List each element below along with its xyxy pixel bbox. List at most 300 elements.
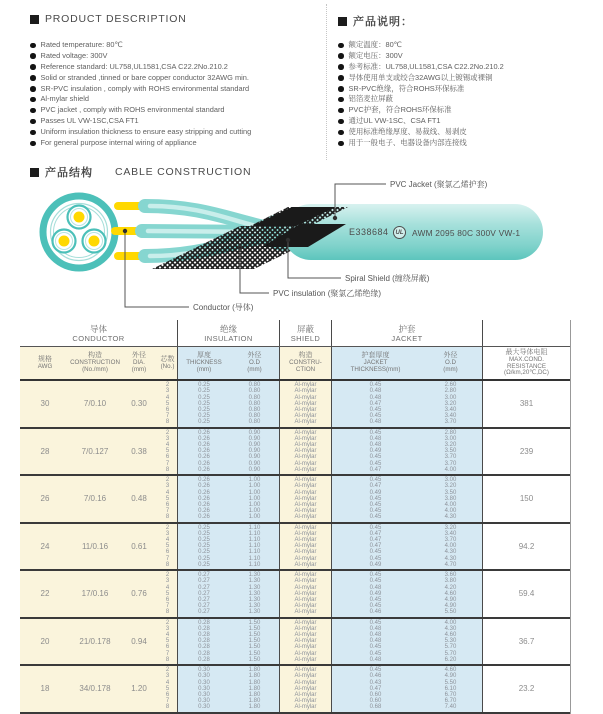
cores-cell-value: 5: [165, 590, 170, 597]
shield-construction-cell-value: Al-mylar: [294, 698, 317, 705]
bullet-text: Solid or stranded ,tinned or bare copper conductor 32AWG min.: [40, 72, 249, 82]
insulation-od-cell-value: 0.80: [248, 400, 261, 407]
shield-construction-cell-value: Al-mylar: [294, 419, 317, 426]
insulation-od-cell-value: 1.10: [248, 561, 261, 568]
insulation-thickness-cell-value: 0.28: [198, 625, 210, 632]
jacket-od-cell: [419, 666, 483, 712]
jacket-od-cell-value: 4.30: [444, 549, 457, 556]
cores-cell-value: 3: [165, 435, 170, 442]
diameter-cell-value: 0.30: [131, 399, 147, 409]
jacket-thickness-cell-value: 0.48: [369, 632, 382, 639]
cores-cell: [158, 571, 178, 617]
insulation-thickness-cell-value: 0.25: [198, 394, 210, 401]
bullet-icon: [338, 64, 344, 70]
ul-logo-icon: UL: [393, 226, 406, 239]
cores-cell-value: 2: [165, 524, 170, 531]
product-notes-list: [338, 41, 603, 150]
diameter-cell-value: 0.48: [131, 494, 147, 504]
cores-cell-value: 8: [165, 466, 170, 473]
shield-construction-cell-value: Al-mylar: [294, 656, 317, 663]
insulation-od-cell-value: 0.90: [248, 442, 261, 449]
bullet-text: 额定温度：80℃: [348, 40, 402, 49]
group-label-cn: 护套: [398, 323, 416, 334]
jacket-thickness-cell-value: 0.48: [369, 388, 382, 395]
insulation-thickness-cell-value: 0.27: [198, 596, 210, 603]
insulation-od-cell: [230, 429, 280, 475]
diameter-cell-value: 0.94: [131, 636, 147, 646]
jacket-od-cell-value: 3.50: [444, 489, 457, 496]
construction-cell-value: 7/0.10: [83, 399, 107, 409]
insulation-thickness-cell: [178, 476, 230, 522]
cores-cell-value: 4: [165, 632, 170, 639]
shield-construction-cell-value: Al-mylar: [294, 704, 317, 711]
awg-cell: [20, 381, 70, 427]
diameter-cell-value: 0.61: [131, 541, 147, 551]
jacket-thickness-cell-value: 0.49: [369, 489, 382, 496]
jacket-od-cell-value: 6.10: [444, 685, 457, 692]
jacket-thickness-cell-value: 0.45: [369, 501, 382, 508]
jacket-thickness-cell-value: 0.48: [369, 442, 382, 449]
section-marker-icon: [30, 15, 39, 24]
shield-construction-cell-value: Al-mylar: [294, 673, 317, 680]
insulation-od-cell-value: 0.90: [248, 435, 261, 442]
shield-construction-cell-value: Al-mylar: [294, 413, 317, 420]
jacket-thickness-cell-value: 0.47: [369, 543, 382, 550]
jacket-od-cell-value: 4.00: [444, 501, 457, 508]
shield-construction-cell-value: Al-mylar: [294, 603, 317, 610]
insulation-thickness-cell-value: 0.28: [198, 650, 210, 657]
cores-cell-value: 7: [165, 460, 170, 467]
insulation-od-cell-value: 1.30: [248, 572, 261, 579]
jacket-od-cell-value: 5.70: [444, 650, 457, 657]
group-header-cell: [332, 320, 483, 346]
spec-table: [20, 320, 571, 714]
insulation-thickness-cell: [178, 619, 230, 665]
jacket-od-cell-value: 6.20: [444, 656, 457, 663]
insulation-od-cell-value: 1.80: [248, 673, 261, 680]
insulation-thickness-cell-value: 0.26: [198, 508, 210, 515]
awg-cell: [20, 619, 70, 665]
jacket-od-cell-value: 6.70: [444, 698, 457, 705]
bullet-icon: [30, 97, 36, 103]
insulation-od-cell-value: 1.30: [248, 578, 261, 585]
column-header-line: 护套厚度: [361, 352, 390, 360]
insulation-od-cell-value: 1.00: [248, 508, 261, 515]
shield-construction-cell: [280, 666, 332, 712]
cores-cell-value: 8: [165, 609, 170, 616]
cores-cell-value: 7: [165, 603, 170, 610]
insulation-od-cell-value: 1.80: [248, 704, 261, 711]
jacket-thickness-cell-value: 0.49: [369, 561, 382, 568]
jacket-thickness-cell-value: 0.47: [369, 466, 382, 473]
jacket-od-cell-value: 3.80: [444, 495, 457, 502]
jacket-od-cell: [419, 429, 483, 475]
column-header-line: CTION: [295, 366, 316, 373]
section-marker-icon: [30, 168, 39, 177]
shield-construction-cell-value: Al-mylar: [294, 400, 317, 407]
cores-cell-value: 5: [165, 685, 170, 692]
column-header-cell: [230, 347, 280, 379]
jacket-thickness-cell-value: 0.49: [369, 590, 382, 597]
construction-cell: [70, 476, 120, 522]
bullet-icon: [338, 141, 344, 147]
insulation-od-cell-value: 1.80: [248, 698, 261, 705]
shield-construction-cell-value: Al-mylar: [294, 555, 317, 562]
awg-cell-value: 30: [40, 399, 50, 409]
cores-cell-value: 5: [165, 400, 170, 407]
jacket-od-cell-value: 3.20: [444, 483, 457, 490]
jacket-thickness-cell-value: 0.45: [369, 644, 382, 651]
insulation-thickness-cell-value: 0.30: [198, 704, 210, 711]
insulation-od-cell-value: 1.10: [248, 543, 261, 550]
insulation-od-cell-value: 0.80: [248, 394, 261, 401]
bullet-icon: [30, 108, 36, 114]
awg-cell-value: 18: [40, 684, 50, 694]
jacket-thickness-cell-value: 0.60: [369, 698, 382, 705]
cable-construction-title-cn: 产品结构: [45, 167, 93, 179]
column-header-line: RESISTANCE: [506, 362, 547, 370]
jacket-od-cell-value: 3.70: [444, 460, 457, 467]
shield-construction-cell: [280, 381, 332, 427]
cores-cell-value: 5: [165, 448, 170, 455]
bullet-icon: [338, 75, 344, 81]
diameter-cell-value: 0.76: [131, 589, 147, 599]
jacket-thickness-cell-value: 0.45: [369, 382, 382, 389]
cores-cell-value: 6: [165, 691, 170, 698]
cores-cell-value: 4: [165, 584, 170, 591]
bullet-text: Reference standard: UL758,UL1581,CSA C22.2No.210.2: [40, 61, 228, 71]
bullet-text: SR-PVC insulation , comply with ROHS environmental standard: [40, 83, 250, 93]
insulation-thickness-cell-value: 0.26: [198, 448, 210, 455]
jacket-od-cell-value: 3.20: [444, 442, 457, 449]
jacket-od-cell-value: 3.20: [444, 400, 457, 407]
table-row: [20, 666, 570, 714]
resistance-cell-value: 150: [519, 494, 534, 504]
bullet-text: PVC jacket , comply with ROHS environmental standard: [40, 105, 225, 115]
jacket-od-cell: [419, 476, 483, 522]
jacket-od-cell-value: 4.30: [444, 514, 457, 521]
conductor-label: Conductor (导体): [193, 303, 254, 312]
cross-section-diagram: [43, 196, 115, 268]
shield-construction-cell-value: Al-mylar: [294, 650, 317, 657]
group-header-cell: [280, 320, 332, 346]
insulation-od-cell-value: 1.50: [248, 650, 261, 657]
construction-cell: [70, 666, 120, 712]
insulation-thickness-cell-value: 0.26: [198, 460, 210, 467]
construction-cell: [70, 381, 120, 427]
shield-construction-cell: [280, 429, 332, 475]
insulation-od-cell-value: 1.50: [248, 656, 261, 663]
jacket-thickness-cell-value: 0.45: [369, 508, 382, 515]
insulation-thickness-cell-value: 0.25: [198, 555, 210, 562]
resistance-cell-value: 239: [519, 446, 534, 456]
column-header-cell: [280, 347, 332, 379]
cores-cell-value: 3: [165, 388, 170, 395]
insulation-od-cell-value: 0.90: [248, 466, 261, 473]
bullet-icon: [338, 130, 344, 136]
construction-cell-value: 11/0.16: [81, 541, 109, 551]
cores-cell-value: 8: [165, 704, 170, 711]
cores-cell-value: 2: [165, 619, 170, 626]
shield-construction-cell: [280, 619, 332, 665]
column-header-cell: [483, 347, 570, 379]
jacket-od-cell-value: 7.40: [444, 704, 457, 711]
jacket-thickness-cell-value: 0.45: [369, 413, 382, 420]
cores-cell-value: 4: [165, 679, 170, 686]
insulation-thickness-cell-value: 0.25: [198, 413, 210, 420]
shield-construction-cell-value: Al-mylar: [294, 466, 317, 473]
column-header-line: 外径: [132, 352, 146, 360]
insulation-thickness-cell: [178, 524, 230, 570]
jacket-thickness-cell-value: 0.45: [369, 549, 382, 556]
insulation-thickness-cell: [178, 429, 230, 475]
insulation-od-cell-value: 1.10: [248, 530, 261, 537]
shield-construction-cell-value: Al-mylar: [294, 524, 317, 531]
insulation-thickness-cell-value: 0.25: [198, 549, 210, 556]
jacket-thickness-cell-value: 0.45: [369, 514, 382, 521]
group-label-en: JACKET: [391, 333, 423, 343]
awg-cell: [20, 429, 70, 475]
insulation-thickness-cell-value: 0.25: [198, 388, 210, 395]
diameter-cell: [120, 381, 158, 427]
construction-cell-value: 7/0.127: [81, 446, 109, 456]
jacket-od-cell-value: 3.40: [444, 530, 457, 537]
bullet-item: [338, 139, 603, 150]
column-header-line: 外径: [247, 352, 262, 360]
cores-cell-value: 4: [165, 537, 170, 544]
insulation-thickness-cell-value: 0.27: [198, 584, 210, 591]
insulation-od-cell-value: 1.30: [248, 584, 261, 591]
jacket-od-cell: [419, 571, 483, 617]
bullet-icon: [338, 108, 344, 114]
jacket-thickness-cell-value: 0.48: [369, 656, 382, 663]
bullet-icon: [338, 86, 344, 92]
jacket-thickness-cell-value: 0.45: [369, 578, 382, 585]
panel-divider: [326, 4, 327, 160]
table-row: [20, 619, 570, 667]
cores-cell-value: 3: [165, 673, 170, 680]
insulation-od-cell-value: 0.80: [248, 406, 261, 413]
shield-construction-cell-value: Al-mylar: [294, 483, 317, 490]
shield-construction-cell-value: Al-mylar: [294, 596, 317, 603]
group-label-en: CONDUCTOR: [72, 333, 125, 343]
insulation-thickness-cell-value: 0.26: [198, 501, 210, 508]
jacket-od-cell-value: 4.60: [444, 632, 457, 639]
cores-cell: [158, 381, 178, 427]
product-notes-title: 产品说明：: [353, 16, 413, 28]
shield-construction-cell-value: Al-mylar: [294, 530, 317, 537]
insulation-thickness-cell-value: 0.28: [198, 644, 210, 651]
jacket-od-cell-value: 5.50: [444, 679, 457, 686]
jacket-od-cell-value: 4.90: [444, 673, 457, 680]
jacket-thickness-cell-value: 0.45: [369, 495, 382, 502]
shield-construction-cell-value: Al-mylar: [294, 508, 317, 515]
shield-construction-cell-value: Al-mylar: [294, 644, 317, 651]
jacket-thickness-cell-value: 0.47: [369, 483, 382, 490]
column-header-line: CONSTRU-: [289, 359, 322, 367]
insulation-od-cell: [230, 476, 280, 522]
resistance-cell-value: 36.7: [518, 636, 535, 646]
jacket-thickness-cell-value: 0.45: [369, 650, 382, 657]
jacket-od-cell-value: 3.50: [444, 448, 457, 455]
insulation-thickness-cell-value: 0.30: [198, 698, 210, 705]
shield-construction-cell-value: Al-mylar: [294, 578, 317, 585]
insulation-od-cell: [230, 524, 280, 570]
cores-cell-value: 7: [165, 650, 170, 657]
jacket-thickness-cell-value: 0.45: [369, 477, 382, 484]
cores-cell-value: 8: [165, 656, 170, 663]
bullet-icon: [338, 43, 344, 49]
construction-cell-value: 21/0.178: [79, 636, 111, 646]
bullet-text: 额定电压：300V: [348, 50, 403, 60]
shield-construction-cell-value: Al-mylar: [294, 435, 317, 442]
shield-construction-cell-value: Al-mylar: [294, 442, 317, 449]
insulation-thickness-cell-value: 0.25: [198, 530, 210, 537]
insulation-thickness-cell-value: 0.28: [198, 656, 210, 663]
column-header-cell: [419, 347, 483, 379]
jacket-thickness-cell: [332, 666, 419, 712]
group-label-cn: 导体: [89, 323, 107, 334]
insulation-thickness-cell-value: 0.25: [198, 419, 210, 426]
resistance-cell: [483, 381, 570, 427]
jacket-thickness-cell-value: 0.48: [369, 638, 382, 645]
bullet-icon: [338, 53, 344, 59]
bullet-icon: [30, 86, 36, 92]
jacket-thickness-cell: [332, 476, 419, 522]
insulation-thickness-cell-value: 0.26: [198, 435, 210, 442]
jacket-od-cell-value: 4.60: [444, 590, 457, 597]
cores-cell-value: 3: [165, 483, 170, 490]
jacket-od-cell-value: 3.00: [444, 477, 457, 484]
shield-construction-cell-value: Al-mylar: [294, 477, 317, 484]
cores-cell-value: 2: [165, 477, 170, 484]
jacket-od-cell-value: 3.80: [444, 578, 457, 585]
shield-construction-cell-value: Al-mylar: [294, 609, 317, 616]
construction-cell: [70, 571, 120, 617]
insulation-od-cell-value: 1.50: [248, 644, 261, 651]
cores-cell-value: 3: [165, 578, 170, 585]
construction-cell-value: 34/0.178: [79, 684, 111, 694]
cores-cell: [158, 524, 178, 570]
product-description-title: PRODUCT DESCRIPTION: [45, 13, 187, 25]
jacket-thickness-cell-value: 0.45: [369, 572, 382, 579]
column-header-line: (No.): [160, 362, 175, 370]
insulation-od-cell-value: 0.90: [248, 460, 261, 467]
bullet-icon: [30, 53, 36, 59]
bullet-icon: [338, 97, 344, 103]
jacket-thickness-cell-value: 0.45: [369, 596, 382, 603]
shield-construction-cell-value: Al-mylar: [294, 549, 317, 556]
insulation-od-cell-value: 0.90: [248, 454, 261, 461]
jacket-od-cell-value: 4.90: [444, 596, 457, 603]
insulation-od-cell-value: 1.80: [248, 685, 261, 692]
bullet-text: PVC护套，符合ROHS环保标准: [348, 105, 452, 115]
resistance-cell-value: 59.4: [518, 589, 535, 599]
jacket-od-cell: [419, 619, 483, 665]
cores-cell-value: 8: [165, 419, 170, 426]
insulation-thickness-cell: [178, 381, 230, 427]
bullet-text: SR-PVC绝缘，符合ROHS环保标准: [348, 83, 465, 93]
column-header-line: 芯数: [160, 355, 175, 363]
column-header-line: 最大导体电阻: [505, 348, 548, 356]
jacket-od-cell-value: 3.00: [444, 394, 457, 401]
column-header-line: MAX.COND.: [508, 355, 545, 363]
diameter-cell: [120, 476, 158, 522]
column-header-cell: [178, 347, 230, 379]
jacket-od-cell-value: 5.50: [444, 609, 457, 616]
cores-cell-value: 8: [165, 561, 170, 568]
jacket-od-cell-value: 3.70: [444, 454, 457, 461]
insulation-od-cell-value: 1.50: [248, 625, 261, 632]
cores-cell-value: 3: [165, 530, 170, 537]
insulation-thickness-cell-value: 0.26: [198, 466, 210, 473]
diameter-cell-value: 0.38: [131, 446, 147, 456]
spiral-shield-label: Spiral Shield (缠绕屏蔽): [345, 274, 430, 283]
shield-construction-cell-value: Al-mylar: [294, 514, 317, 521]
resistance-cell: [483, 429, 570, 475]
insulation-od-cell-value: 1.10: [248, 524, 261, 531]
diameter-cell: [120, 429, 158, 475]
diameter-cell: [120, 571, 158, 617]
cores-cell-value: 7: [165, 698, 170, 705]
shield-construction-cell-value: Al-mylar: [294, 501, 317, 508]
jacket-thickness-cell-value: 0.48: [369, 394, 382, 401]
jacket-thickness-cell: [332, 524, 419, 570]
insulation-od-cell-value: 1.00: [248, 514, 261, 521]
jacket-thickness-cell-value: 0.47: [369, 537, 382, 544]
cores-cell-value: 6: [165, 596, 170, 603]
shield-construction-cell-value: Al-mylar: [294, 632, 317, 639]
jacket-od-cell: [419, 524, 483, 570]
bullet-text: Rated voltage: 300V: [40, 50, 108, 60]
insulation-od-cell-value: 0.80: [248, 419, 261, 426]
insulation-od-cell: [230, 571, 280, 617]
bullet-icon: [30, 64, 36, 70]
column-header-line: (mm): [247, 366, 262, 373]
shield-construction-cell-value: Al-mylar: [294, 572, 317, 579]
shield-construction-cell-value: Al-mylar: [294, 495, 317, 502]
bullet-text: 参考标准：UL758,UL1581,CSA C22.2No.210.2: [348, 61, 504, 71]
group-label-en: SHIELD: [290, 333, 321, 343]
table-group-header-row: [20, 320, 570, 347]
shield-construction-cell-value: Al-mylar: [294, 667, 317, 674]
insulation-thickness-cell-value: 0.26: [198, 429, 210, 436]
insulation-od-cell-value: 1.00: [248, 483, 261, 490]
insulation-thickness-cell-value: 0.25: [198, 400, 210, 407]
insulation-thickness-cell-value: 0.25: [198, 561, 210, 568]
jacket-od-cell-value: 3.70: [444, 419, 457, 426]
column-header-cell: [20, 347, 70, 379]
jacket-thickness-cell-value: 0.48: [369, 419, 382, 426]
insulation-thickness-cell-value: 0.28: [198, 619, 210, 626]
insulation-od-cell-value: 1.30: [248, 603, 261, 610]
insulation-thickness-cell-value: 0.28: [198, 638, 210, 645]
column-header-line: O.D: [248, 359, 260, 367]
bullet-text: Passes UL VW-1SC,CSA FT1: [40, 116, 139, 126]
jacket-od-cell-value: 4.00: [444, 543, 457, 550]
cores-cell-value: 4: [165, 442, 170, 449]
jacket-od-cell-value: 4.30: [444, 625, 457, 632]
insulation-thickness-cell-value: 0.26: [198, 495, 210, 502]
jacket-od-cell-value: 3.70: [444, 537, 457, 544]
bullet-icon: [30, 119, 36, 125]
insulation-od-cell-value: 1.00: [248, 489, 261, 496]
jacket-od-cell-value: 5.70: [444, 644, 457, 651]
insulation-od-cell-value: 1.30: [248, 596, 261, 603]
column-header-line: 厚度: [197, 352, 211, 360]
resistance-cell: [483, 666, 570, 712]
insulation-thickness-cell-value: 0.27: [198, 578, 210, 585]
